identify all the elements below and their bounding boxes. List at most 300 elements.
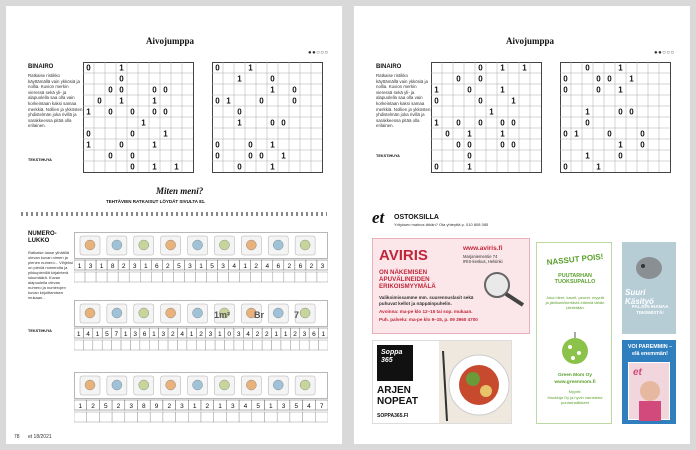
difficulty-dots: ●●○○○ (308, 50, 329, 56)
number-digit: 5 (105, 331, 109, 338)
clue-picture (188, 376, 208, 395)
grid-digit: 0 (467, 151, 472, 161)
number-digit: 1 (218, 331, 222, 338)
aviris-tagline: ON NÄKEMISEN APUVÄLINEIDEN ERIKOISMYYMÄLÄ (379, 269, 436, 290)
number-digit: 1 (123, 331, 128, 338)
number-digit: 2 (199, 331, 203, 338)
grid-border (432, 63, 542, 173)
answer-cell (187, 340, 196, 350)
number-digit: 3 (208, 331, 213, 338)
number-digit: 6 (276, 263, 281, 270)
number-digit: 2 (121, 263, 126, 270)
grid-digit: 1 (434, 118, 439, 128)
grid-digit: 1 (270, 162, 275, 172)
number-digit: 8 (110, 263, 115, 270)
binairo-grid-1[interactable] (83, 62, 195, 174)
number-digit: 3 (236, 331, 241, 338)
grid-digit: 0 (456, 140, 461, 150)
number-digit: 4 (86, 331, 90, 338)
grid-digit: 0 (596, 85, 601, 95)
number-digit: 2 (167, 403, 172, 410)
grid-digit: 0 (130, 162, 135, 172)
number-digit: 5 (256, 403, 260, 410)
grid-digit: 0 (607, 129, 612, 139)
number-digit: 8 (142, 403, 146, 410)
soppa-headline: ARJEN NOPEAT (377, 385, 418, 407)
nassut-seller: Hankkija Oy ja hyvin varustetut puutarhaliikkeet (547, 395, 603, 405)
answer-cell (196, 340, 205, 350)
answer-cell (96, 272, 107, 282)
grid-digit: 1 (585, 107, 590, 117)
grid-digit: 0 (434, 96, 439, 106)
grid-digit: 1 (500, 85, 505, 95)
answer-cell (317, 272, 328, 282)
number-digit: 5 (103, 403, 108, 410)
clue-picture (241, 376, 261, 395)
binairo-grid-3[interactable] (431, 62, 543, 174)
binairo-grid-2[interactable] (212, 62, 324, 174)
number-digit: 5 (177, 263, 181, 270)
number-digit: 2 (205, 403, 210, 410)
voi-paremmin-headline: VOI PAREMMIN – elä enemmän! (627, 344, 673, 357)
grid-digit: 0 (215, 63, 220, 73)
number-digit: 1 (95, 331, 100, 338)
grid-digit: 1 (618, 140, 623, 150)
grid-digit: 0 (292, 96, 297, 106)
grid-digit: 1 (511, 96, 516, 106)
answer-cell (234, 340, 243, 350)
numerolukko-instructions: Ratkaise lause ylhäällä olevan kuvan nimen ja pienen numero... Vihjeksi on pieniä numeroita ja pikkupienillä kirjainterä lukumäärä. Kuvan alapuolella olevan numero ja numerojen kuvan kirjoittamisen mukaan... (28, 250, 73, 300)
clue-picture (80, 236, 100, 255)
answer-cell (163, 412, 176, 422)
clue-picture (295, 236, 315, 255)
et-logo: et (372, 208, 385, 227)
answer-cell (295, 272, 306, 282)
grid-digit: 0 (618, 107, 623, 117)
picture-label: 7 (294, 310, 300, 320)
grid-digit: 0 (640, 140, 645, 150)
grid-digit: 0 (629, 107, 634, 117)
binairo-heading: BINAIRO (28, 64, 54, 70)
grid-digit: 0 (640, 129, 645, 139)
grid-digit: 0 (130, 129, 135, 139)
answer-cell (239, 412, 252, 422)
clue-picture (134, 304, 154, 323)
answer-cell (150, 412, 163, 422)
answer-cell (243, 340, 252, 350)
number-digit: 3 (188, 263, 192, 270)
answer-cell (129, 272, 140, 282)
number-digit: 1 (77, 263, 82, 270)
binairo-instructions-right: Ratkaise ristikko käyttämällä vain ykkösiä ja nollia. Kuvion merkin vieressä sekä yli- ja alapuolella saa olla vain korkeintaan kaksi samaa merkkiä. Nollien ja ykkösten yhdistelmän joka rivillä ja sarakkeessa pitää olla erilainen. (376, 73, 431, 129)
grid-digit: 0 (152, 107, 157, 117)
grid-digit: 0 (445, 129, 450, 139)
grid-digit: 0 (478, 96, 483, 106)
clue-picture (188, 304, 208, 323)
clue-picture (295, 376, 315, 395)
grid-digit: 1 (629, 74, 634, 84)
number-digit: 2 (116, 403, 121, 410)
soppa-brand: Soppa 365 (377, 345, 413, 381)
number-digit: 4 (243, 403, 248, 410)
grid-digit: 0 (563, 162, 568, 172)
answer-cell (102, 340, 111, 350)
clue-picture (107, 376, 127, 395)
number-digit: 2 (254, 263, 259, 270)
grid-digit: 0 (86, 129, 91, 139)
grid-digit: 0 (270, 118, 275, 128)
quiz-title: Miten meni? (156, 186, 204, 196)
grid-digit: 0 (292, 85, 297, 95)
answer-cell (306, 272, 317, 282)
answer-cell (176, 412, 189, 422)
clue-picture (268, 236, 288, 255)
number-digit: 4 (246, 331, 250, 338)
number-digit: 3 (132, 263, 137, 270)
answer-cell (240, 272, 251, 282)
grid-digit: 1 (152, 96, 157, 106)
number-digit: 3 (221, 263, 225, 270)
grid-digit: 0 (259, 151, 264, 161)
grid-digit: 1 (500, 129, 505, 139)
number-digit: 2 (170, 331, 175, 338)
numerolukko-heading: NUMERO-LUKKO (28, 231, 57, 244)
nassut-url: www.greenmom.fi (554, 380, 596, 385)
answer-cell (173, 272, 184, 282)
grid-digit: 0 (108, 85, 113, 95)
grid-digit: 1 (119, 63, 124, 73)
number-row-1[interactable] (74, 232, 328, 288)
grid-digit: 0 (500, 118, 505, 128)
number-digit: 2 (309, 263, 314, 270)
answer-cell (107, 272, 118, 282)
answer-cell (272, 340, 281, 350)
number-digit: 1 (76, 331, 81, 338)
grid-digit: 1 (467, 162, 472, 172)
grid-digit: 0 (585, 63, 590, 73)
clue-picture (268, 304, 288, 323)
grid-digit: 0 (215, 96, 220, 106)
number-row-3[interactable] (74, 372, 328, 428)
number-digit: 1 (99, 263, 104, 270)
grid-digit: 1 (618, 85, 623, 95)
answer-cell (130, 340, 139, 350)
number-digit: 6 (312, 331, 316, 338)
answer-cell (303, 412, 316, 422)
nassut-ad[interactable] (536, 242, 612, 424)
answer-cell (140, 272, 151, 282)
grid-digit: 1 (522, 63, 527, 73)
number-digit: 4 (307, 403, 311, 410)
answer-cell (83, 340, 92, 350)
ostoksilla-heading: OSTOKSILLA (394, 214, 439, 221)
answer-cell (290, 412, 303, 422)
grid-digit: 1 (174, 162, 179, 172)
soppa-url: SOPPA365.FI (377, 413, 409, 419)
number-digit: 1 (78, 403, 83, 410)
food-plate-image (439, 341, 512, 424)
grid-digit: 0 (215, 151, 220, 161)
clue-picture (134, 376, 154, 395)
number-digit: 3 (281, 403, 286, 410)
grid-digit: 0 (585, 118, 590, 128)
clue-picture (188, 236, 208, 255)
answer-cell (265, 412, 278, 422)
magnifier-icon (479, 269, 527, 307)
grid-digit: 1 (152, 140, 157, 150)
answer-cell (195, 272, 206, 282)
grid-digit: 0 (456, 118, 461, 128)
grid-digit: 0 (215, 140, 220, 150)
number-digit: 3 (320, 263, 325, 270)
grid-digit: 1 (226, 96, 231, 106)
grid-digit: 0 (563, 129, 568, 139)
grid-digit: 0 (130, 107, 135, 117)
puzzle-title-right: Aivojumppa (506, 36, 555, 46)
number-digit: 1 (321, 331, 326, 338)
hedgehog-image (634, 248, 664, 282)
answer-cell (85, 272, 96, 282)
magazine-cover-image (628, 362, 670, 420)
answer-cell (93, 340, 102, 350)
answer-cell (215, 340, 224, 350)
clue-picture (241, 236, 261, 255)
answer-cell (309, 340, 318, 350)
answer-cell (273, 272, 284, 282)
answer-cell (281, 340, 290, 350)
answer-cell (319, 340, 328, 350)
answer-cell (121, 340, 130, 350)
aviris-brand: AVIRIS (379, 247, 428, 264)
grid-digit: 1 (434, 85, 439, 95)
aviris-selection: Valikoimissamme mm. suurennuslasit sekä puhuvat kellot ja näppäinpuhelin. (379, 295, 474, 306)
number-digit: 5 (210, 263, 214, 270)
clue-picture (161, 304, 181, 323)
grid-digit: 1 (270, 85, 275, 95)
grid-digit: 0 (152, 85, 157, 95)
grid-digit: 0 (119, 74, 124, 84)
grid-digit: 0 (500, 140, 505, 150)
grid-digit: 1 (237, 74, 242, 84)
grid-digit: 1 (574, 129, 579, 139)
grid-digit: 0 (97, 96, 102, 106)
answer-cell (151, 272, 162, 282)
grid-digit: 1 (596, 162, 601, 172)
clue-picture (268, 376, 288, 395)
grid-digit: 0 (237, 107, 242, 117)
grid-digit: 0 (511, 118, 516, 128)
grid-digit: 0 (248, 140, 253, 150)
grid-digit: 0 (119, 140, 124, 150)
grid-digit: 0 (596, 74, 601, 84)
answer-cell (218, 272, 229, 282)
answer-cell (149, 340, 158, 350)
soppa-ad[interactable] (372, 340, 512, 424)
nassut-seller-label: Myynti: (568, 389, 582, 394)
grid-digit: 0 (478, 74, 483, 84)
number-digit: 1 (143, 263, 148, 270)
answer-cell (284, 272, 295, 282)
nassut-subtitle: PUUTARHAN TUOKSUPALLO (554, 273, 596, 286)
answer-cell (125, 412, 138, 422)
answer-cell (262, 340, 271, 350)
ostoksilla-subline: Yrityksen mainos tähän? Ota yhteyttä p. 010 808 085 (394, 222, 489, 227)
answer-cell (251, 272, 262, 282)
answer-cell (74, 272, 85, 282)
grid-border (213, 63, 323, 173)
grid-digit: 0 (248, 151, 253, 161)
number-digit: 7 (319, 403, 324, 410)
number-digit: 3 (88, 263, 93, 270)
grid-digit: 0 (86, 63, 91, 73)
answer-cell (159, 340, 168, 350)
number-digit: 3 (129, 403, 133, 410)
aviris-address: Marjaniementie 74 IRIS-keskus, Helsinki (463, 254, 503, 264)
quiz-subtitle: TEHTÄVIEN RATKAISUT LÖYDÄT SIVULTA 81. (106, 199, 206, 204)
number-digit: 3 (133, 331, 137, 338)
number-digit: 4 (232, 263, 236, 270)
answer-cell (225, 340, 234, 350)
suuri-kasityo-ad[interactable] (622, 242, 676, 334)
answer-cell (87, 412, 100, 422)
answer-cell (188, 412, 201, 422)
clue-picture (214, 236, 234, 255)
grid-digit: 1 (489, 107, 494, 117)
number-digit: 3 (302, 331, 307, 338)
grid-digit: 1 (86, 140, 91, 150)
grid-digit: 0 (563, 74, 568, 84)
clue-picture (161, 236, 181, 255)
number-digit: 2 (287, 263, 292, 270)
number-digit: 1 (199, 263, 203, 270)
binairo-heading-right: BINAIRO (376, 64, 402, 70)
number-digit: 1 (243, 263, 247, 270)
answer-cell (300, 340, 309, 350)
answer-cell (138, 412, 151, 422)
grid-digit: 0 (607, 74, 612, 84)
number-digit: 1 (189, 331, 194, 338)
picture-label: Br (254, 310, 265, 320)
grid-digit: 1 (86, 107, 91, 117)
number-digit: 1 (274, 331, 279, 338)
clue-picture (107, 236, 127, 255)
grid-digit: 1 (119, 96, 124, 106)
answer-cell (229, 272, 240, 282)
number-digit: 9 (154, 403, 159, 410)
grid-digit: 0 (237, 162, 242, 172)
grid-digit: 0 (456, 74, 461, 84)
grid-border (84, 63, 194, 173)
puzzle-title: Aivojumppa (146, 36, 195, 46)
voi-paremmin-ad[interactable] (622, 340, 676, 424)
number-digit: 6 (298, 263, 303, 270)
answer-cell (99, 412, 112, 422)
number-digit: 5 (294, 403, 299, 410)
clue-picture (134, 236, 154, 255)
grid-digit: 1 (467, 129, 472, 139)
clue-picture (214, 376, 234, 395)
scent-ball-image (555, 331, 595, 367)
number-digit: 6 (142, 331, 147, 338)
answer-cell (112, 340, 121, 350)
grid-digit: 0 (434, 162, 439, 172)
divider (21, 212, 327, 216)
clue-picture (80, 304, 100, 323)
grid-digit: 0 (130, 151, 135, 161)
grid-border (561, 63, 671, 173)
grid-digit: 1 (500, 63, 505, 73)
nassut-company: Green Mom Oy (557, 373, 593, 378)
clue-picture (161, 376, 181, 395)
grid-digit: 0 (119, 85, 124, 95)
grid-digit: 0 (259, 96, 264, 106)
binairo-instructions: Ratkaise ristikko käyttämällä vain ykkösiä ja nollia. Kuvion merkin vieressä sekä yli- ja alapuolella saa olla vain korkeintaan kaksi samaa merkkiä. Nollien ja ykkösten yhdistelmän joka rivillä ja sarakkeessa pitää olla erilainen. (28, 73, 83, 129)
grid-digit: 1 (281, 151, 286, 161)
clue-picture (80, 376, 100, 395)
answer-cell (168, 340, 177, 350)
grid-digit: 1 (585, 151, 590, 161)
answer-cell (201, 412, 214, 422)
aviris-phone: Puh. palvelu: ma-pe klo 9–15, p. 09 3960 4700 (379, 317, 478, 322)
aviris-ad[interactable] (372, 238, 530, 334)
grid-digit: 1 (618, 63, 623, 73)
nassut-desc: Joka hiiret, kaurit, peuret, myyrät ja jänikset/kiertäviä eläimiä tähän piiritetään (545, 295, 605, 310)
number-digit: 2 (255, 331, 260, 338)
number-digit: 3 (161, 331, 166, 338)
number-digit: 1 (283, 331, 288, 338)
binairo-credit-right: TEKSTIHUYA (376, 154, 400, 158)
grid-digit: 0 (467, 140, 472, 150)
answer-cell (162, 272, 173, 282)
grid-digit: 0 (511, 140, 516, 150)
number-row-2[interactable] (74, 300, 328, 356)
grid-digit: 0 (163, 107, 168, 117)
number-digit: 4 (265, 263, 270, 270)
suuri-kasityo-title: Suuri Käsityö (625, 288, 654, 306)
issue-label: et 18/2021 (28, 434, 52, 440)
answer-cell (290, 340, 299, 350)
number-digit: 1 (218, 403, 222, 410)
answer-cell (184, 272, 195, 282)
number-digit: 1 (269, 403, 273, 410)
grid-digit: 0 (108, 151, 113, 161)
right-page (354, 6, 690, 444)
grid-digit: 1 (163, 129, 168, 139)
number-digit: 2 (91, 403, 95, 410)
answer-cell (252, 412, 265, 422)
number-digit: 2 (265, 331, 269, 338)
picture-label: 1m² (214, 310, 231, 320)
page-number: 78 (14, 434, 20, 440)
svg-text:et: et (633, 367, 642, 378)
grid-digit: 1 (270, 140, 275, 150)
grid-digit: 0 (467, 85, 472, 95)
number-digit: 2 (166, 263, 170, 270)
number-digit: 7 (114, 331, 119, 338)
grid-digit: 0 (163, 85, 168, 95)
grid-digit: 0 (563, 85, 568, 95)
suuri-kasityo-subtitle: PALJON IHANAA TEKEMISTÄ! (631, 304, 669, 315)
grid-digit: 1 (152, 162, 157, 172)
number-digit: 4 (180, 331, 184, 338)
binairo-grid-4[interactable] (560, 62, 672, 174)
answer-cell (177, 340, 186, 350)
grid-digit: 1 (237, 118, 242, 128)
answer-cell (226, 412, 239, 422)
nassut-brand: NASSUT POIS! (546, 252, 604, 267)
aviris-url: www.aviris.fi (463, 245, 503, 252)
grid-digit: 0 (478, 118, 483, 128)
